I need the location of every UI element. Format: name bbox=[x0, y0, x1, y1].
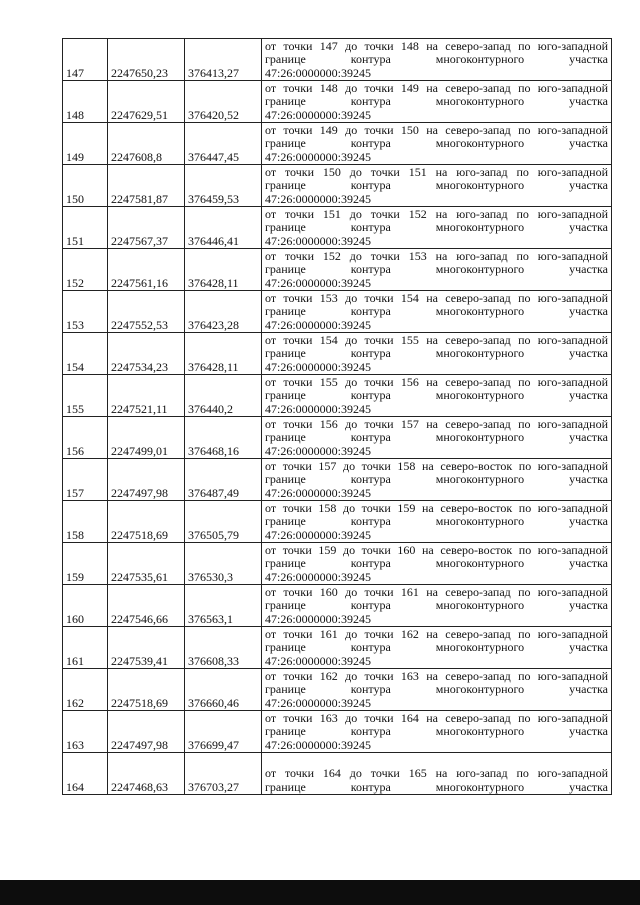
table-row bbox=[63, 81, 612, 123]
description-line-3: 47:26:0000000:39245 bbox=[265, 233, 372, 248]
point-number: 149 bbox=[63, 123, 108, 165]
description-line-2: границе контура многоконтурного участка bbox=[265, 262, 608, 277]
point-number: 159 bbox=[63, 543, 108, 585]
coordinate-x: 2247561,16 bbox=[108, 249, 185, 291]
coordinate-y: 376459,53 bbox=[185, 165, 262, 207]
coordinate-y: 376446,41 bbox=[185, 207, 262, 249]
description-line-3: 47:26:0000000:39245 bbox=[265, 359, 372, 374]
point-number: 161 bbox=[63, 627, 108, 669]
coordinate-y: 376420,52 bbox=[185, 81, 262, 123]
point-number: 152 bbox=[63, 249, 108, 291]
description-line-1: от точки 156 до точки 157 на северо-запад по юго-западной bbox=[265, 417, 608, 432]
point-number: 157 bbox=[63, 459, 108, 501]
description-line-3: 47:26:0000000:39245 bbox=[265, 65, 372, 80]
table-row bbox=[63, 165, 612, 207]
coordinates-table bbox=[62, 38, 612, 795]
point-number: 164 bbox=[63, 753, 108, 795]
boundary-description bbox=[262, 711, 612, 753]
table-row bbox=[63, 417, 612, 459]
coordinate-y: 376428,11 bbox=[185, 249, 262, 291]
boundary-description bbox=[262, 39, 612, 81]
boundary-description bbox=[262, 753, 612, 795]
point-number: 153 bbox=[63, 291, 108, 333]
coordinate-y: 376699,47 bbox=[185, 711, 262, 753]
description-line-2: границе контура многоконтурного участка bbox=[265, 52, 608, 67]
coordinate-y: 376563,1 bbox=[185, 585, 262, 627]
coordinate-x: 2247468,63 bbox=[108, 753, 185, 795]
description-line-1: от точки 161 до точки 162 на северо-запад по юго-западной bbox=[265, 627, 608, 642]
boundary-description bbox=[262, 291, 612, 333]
point-number: 150 bbox=[63, 165, 108, 207]
table-row bbox=[63, 669, 612, 711]
description-line-3: 47:26:0000000:39245 bbox=[265, 695, 372, 710]
boundary-description bbox=[262, 333, 612, 375]
description-line-1: от точки 162 до точки 163 на северо-запад по юго-западной bbox=[265, 669, 608, 684]
boundary-description bbox=[262, 207, 612, 249]
table-row bbox=[63, 39, 612, 81]
coordinate-y: 376703,27 bbox=[185, 753, 262, 795]
description-line-2: границе контура многоконтурного участка bbox=[265, 304, 608, 319]
description-line-3: 47:26:0000000:39245 bbox=[265, 317, 372, 332]
coordinate-x: 2247552,53 bbox=[108, 291, 185, 333]
coordinate-x: 2247546,66 bbox=[108, 585, 185, 627]
table-row bbox=[63, 753, 612, 795]
boundary-description bbox=[262, 669, 612, 711]
description-line-3: 47:26:0000000:39245 bbox=[265, 149, 372, 164]
point-number: 154 bbox=[63, 333, 108, 375]
description-line-2: границе контура многоконтурного участка bbox=[265, 598, 608, 613]
description-line-1: от точки 149 до точки 150 на северо-запад по юго-западной bbox=[265, 123, 608, 138]
boundary-description bbox=[262, 417, 612, 459]
description-line-1: от точки 163 до точки 164 на северо-запад по юго-западной bbox=[265, 711, 608, 726]
coordinate-y: 376423,28 bbox=[185, 291, 262, 333]
description-line-1: от точки 158 до точки 159 на северо-восток по юго-западной bbox=[265, 501, 608, 516]
coordinate-y: 376487,49 bbox=[185, 459, 262, 501]
description-line-2: границе контура многоконтурного участка bbox=[265, 724, 608, 739]
coordinate-x: 2247521,11 bbox=[108, 375, 185, 417]
description-line-2: границе контура многоконтурного участка bbox=[265, 514, 608, 529]
boundary-description bbox=[262, 123, 612, 165]
coordinate-x: 2247534,23 bbox=[108, 333, 185, 375]
coordinate-x: 2247539,41 bbox=[108, 627, 185, 669]
coordinate-x: 2247497,98 bbox=[108, 459, 185, 501]
boundary-description bbox=[262, 501, 612, 543]
description-line-2: границе контура многоконтурного участка bbox=[265, 388, 608, 403]
description-line-3: 47:26:0000000:39245 bbox=[265, 569, 372, 584]
description-line-1: от точки 159 до точки 160 на северо-восток по юго-западной bbox=[265, 543, 608, 558]
description-line-1: от точки 151 до точки 152 на юго-запад по юго-западной bbox=[265, 207, 608, 222]
description-line-3: 47:26:0000000:39245 bbox=[265, 611, 372, 626]
point-number: 162 bbox=[63, 669, 108, 711]
coordinate-x: 2247650,23 bbox=[108, 39, 185, 81]
table-row bbox=[63, 459, 612, 501]
coordinate-x: 2247499,01 bbox=[108, 417, 185, 459]
table-row bbox=[63, 501, 612, 543]
description-line-2: границе контура многоконтурного участка bbox=[265, 346, 608, 361]
point-number: 158 bbox=[63, 501, 108, 543]
coordinate-y: 376660,46 bbox=[185, 669, 262, 711]
boundary-description bbox=[262, 543, 612, 585]
coordinate-x: 2247518,69 bbox=[108, 501, 185, 543]
description-line-3: 47:26:0000000:39245 bbox=[265, 653, 372, 668]
description-line-3: 47:26:0000000:39245 bbox=[265, 275, 372, 290]
scan-bottom-band bbox=[0, 880, 640, 905]
description-line-1: от точки 157 до точки 158 на северо-восток по юго-западной bbox=[265, 459, 608, 474]
point-number: 156 bbox=[63, 417, 108, 459]
description-line-3: 47:26:0000000:39245 bbox=[265, 401, 372, 416]
description-line-2: границе контура многоконтурного участка bbox=[265, 430, 608, 445]
table-row bbox=[63, 207, 612, 249]
boundary-description bbox=[262, 249, 612, 291]
coordinate-x: 2247518,69 bbox=[108, 669, 185, 711]
coordinate-y: 376413,27 bbox=[185, 39, 262, 81]
coordinate-x: 2247608,8 bbox=[108, 123, 185, 165]
point-number: 163 bbox=[63, 711, 108, 753]
coordinate-x: 2247567,37 bbox=[108, 207, 185, 249]
description-line-3: 47:26:0000000:39245 bbox=[265, 527, 372, 542]
coordinate-x: 2247497,98 bbox=[108, 711, 185, 753]
description-line-2: границе контура многоконтурного участка bbox=[265, 220, 608, 235]
description-line-2: границе контура многоконтурного участка bbox=[265, 136, 608, 151]
coordinate-y: 376447,45 bbox=[185, 123, 262, 165]
point-number: 147 bbox=[63, 39, 108, 81]
coordinate-y: 376440,2 bbox=[185, 375, 262, 417]
coordinate-y: 376505,79 bbox=[185, 501, 262, 543]
coordinate-y: 376468,16 bbox=[185, 417, 262, 459]
table-row bbox=[63, 711, 612, 753]
description-line-2: границе контура многоконтурного участка bbox=[265, 779, 608, 794]
table-row bbox=[63, 249, 612, 291]
description-line-3: 47:26:0000000:39245 bbox=[265, 485, 372, 500]
boundary-description bbox=[262, 375, 612, 417]
description-line-1: от точки 150 до точки 151 на юго-запад по юго-западной bbox=[265, 165, 608, 180]
point-number: 151 bbox=[63, 207, 108, 249]
point-number: 155 bbox=[63, 375, 108, 417]
description-line-2: границе контура многоконтурного участка bbox=[265, 94, 608, 109]
coordinate-y: 376428,11 bbox=[185, 333, 262, 375]
description-line-2: границе контура многоконтурного участка bbox=[265, 640, 608, 655]
description-line-1: от точки 155 до точки 156 на северо-запад по юго-западной bbox=[265, 375, 608, 390]
coordinates-table-body bbox=[63, 39, 612, 795]
description-line-1: от точки 153 до точки 154 на северо-запад по юго-западной bbox=[265, 291, 608, 306]
table-row bbox=[63, 627, 612, 669]
description-line-1: от точки 147 до точки 148 на северо-запад по юго-западной bbox=[265, 39, 608, 54]
boundary-description bbox=[262, 459, 612, 501]
description-line-2: границе контура многоконтурного участка bbox=[265, 178, 608, 193]
description-line-2: границе контура многоконтурного участка bbox=[265, 682, 608, 697]
description-line-1: от точки 160 до точки 161 на северо-запад по юго-западной bbox=[265, 585, 608, 600]
coordinate-y: 376608,33 bbox=[185, 627, 262, 669]
boundary-description bbox=[262, 585, 612, 627]
description-line-3: 47:26:0000000:39245 bbox=[265, 443, 372, 458]
boundary-description bbox=[262, 627, 612, 669]
coordinate-x: 2247581,87 bbox=[108, 165, 185, 207]
table-row bbox=[63, 543, 612, 585]
table-row bbox=[63, 375, 612, 417]
point-number: 148 bbox=[63, 81, 108, 123]
description-line-3: 47:26:0000000:39245 bbox=[265, 191, 372, 206]
coordinate-y: 376530,3 bbox=[185, 543, 262, 585]
table-row bbox=[63, 291, 612, 333]
table-row bbox=[63, 333, 612, 375]
description-line-3: 47:26:0000000:39245 bbox=[265, 737, 372, 752]
description-line-1: от точки 148 до точки 149 на северо-запад по юго-западной bbox=[265, 81, 608, 96]
description-line-2: границе контура многоконтурного участка bbox=[265, 472, 608, 487]
description-line-1: от точки 154 до точки 155 на северо-запад по юго-западной bbox=[265, 333, 608, 348]
boundary-description bbox=[262, 165, 612, 207]
boundary-description bbox=[262, 81, 612, 123]
coordinate-x: 2247535,61 bbox=[108, 543, 185, 585]
coordinate-x: 2247629,51 bbox=[108, 81, 185, 123]
description-line-2: границе контура многоконтурного участка bbox=[265, 556, 608, 571]
description-line-1: от точки 164 до точки 165 на юго-запад по юго-западной bbox=[265, 766, 608, 781]
description-line-1: от точки 152 до точки 153 на юго-запад по юго-западной bbox=[265, 249, 608, 264]
point-number: 160 bbox=[63, 585, 108, 627]
table-row bbox=[63, 123, 612, 165]
description-line-3: 47:26:0000000:39245 bbox=[265, 107, 372, 122]
table-row bbox=[63, 585, 612, 627]
